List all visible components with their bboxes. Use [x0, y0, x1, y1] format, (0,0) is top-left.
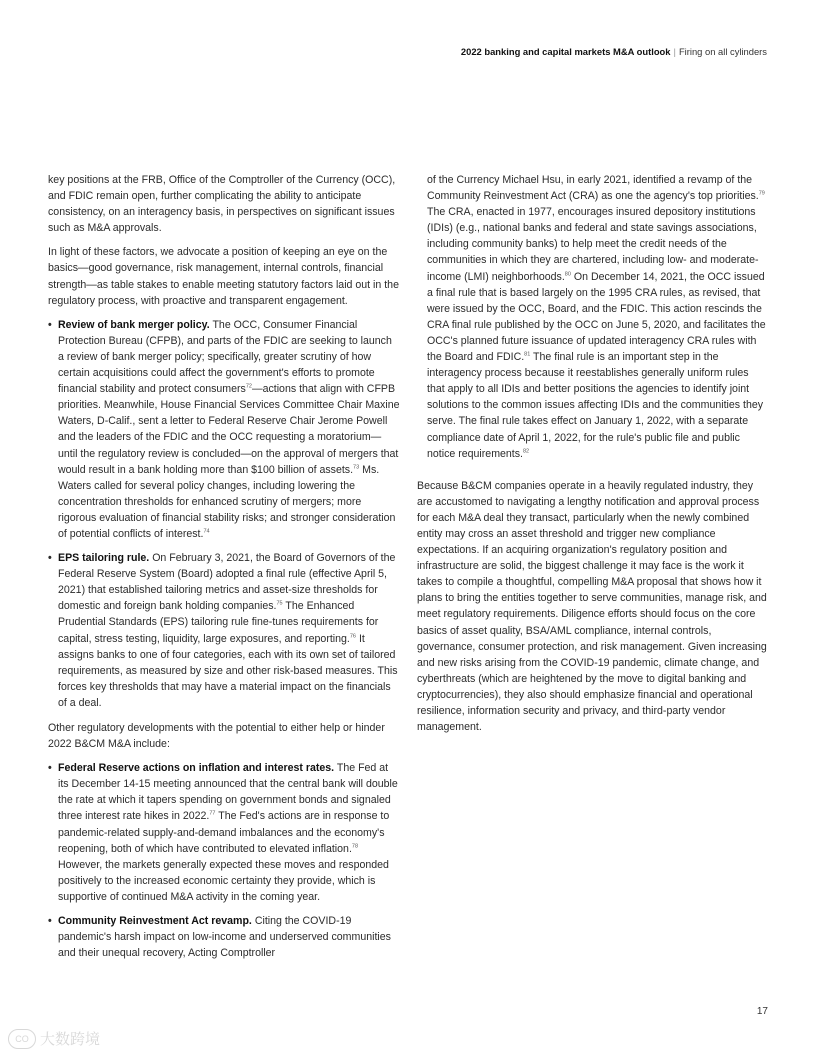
continuation-text: The final rule is an important step in the interagency process because it reestablishes generally uniform rules that apply to all IDIs and better positions the agencies to identify joint solutions to the common issues affecting IDIs and the communities they serve. The final rule takes effect on January 1, 2022, with a separate compliance date of April 1, 2022, for the rule's public file and public notice requirements.	[427, 351, 764, 460]
list-item-text: Citing the COVID-19 pandemic's harsh impact on low-income and underserved communities and their unequal recovery, Acting Comptroller	[58, 915, 391, 960]
list-item-lead: EPS tailoring rule.	[58, 552, 150, 565]
bullet-marker: •	[48, 762, 52, 775]
footnote-ref[interactable]: 80	[564, 271, 571, 278]
advocacy-paragraph: In light of these factors, we advocate a position of keeping an eye on the basics—good governance, risk management, internal controls, financial strength—as table stakes to enable meeting statutory factors laid out in the regulatory process, with proactive and transparent engagement.	[48, 246, 399, 307]
watermark	[8, 1028, 100, 1049]
list-item-lead: Federal Reserve actions on inflation and interest rates.	[58, 762, 335, 775]
list-item-eps-tailoring-rule	[48, 550, 400, 711]
list-item-text: It assigns banks to one of four categories, each with its own set of tailored requirements, as measured by size and other risk-based measures. This forces key thresholds that may have a material impact on the financials of a deal.	[58, 632, 398, 709]
header-separator: |	[673, 46, 676, 57]
developments-list	[48, 760, 400, 961]
list-item-fed-actions	[48, 760, 400, 905]
regulatory-list	[48, 317, 400, 711]
footnote-ref[interactable]: 79	[758, 190, 765, 197]
continuation-text: On December 14, 2021, the OCC issued a final rule that is based largely on the 1995 CRA rules, as revised, that were issued by the OCC, Board, and the FDIC. This action rescinds the CRA final rule published by the OCC on June 5, 2020, and facilitates the OCC's planned future issuance of updated interagency CRA rules with the Board and FDIC.	[427, 270, 766, 364]
list-item-text: Ms. Waters called for several policy changes, including lowering the concentration thresholds for enhanced scrutiny of mergers; more rigorous evaluation of financial stability risks; and stronger consideration of potential conflicts of interest.	[58, 463, 396, 540]
page-number: 17	[756, 1006, 768, 1017]
list-item-text: The Fed at its December 14-15 meeting announced that the central bank will double the rate at which it tapers spending on government bonds and signaled three interest rate hikes in 2022.	[58, 762, 398, 823]
footnote-ref[interactable]: 75	[276, 600, 283, 607]
watermark-text: 大数跨境	[40, 1031, 101, 1048]
footnote-ref[interactable]: 76	[349, 633, 356, 639]
continuation-text: The CRA, enacted in 1977, encourages insured depository institutions (IDIs) (e.g., national banks and federal and state savings associations, including community banks) to help meet the credit needs of the communities in which they are chartered, including low- and moderate-income (LMI) neighborhoods.	[427, 206, 759, 283]
list-item-text: However, the markets generally expected these moves and responded positively to the increased economic certainty they provide, which is supportive of continued M&A activity in the coming year.	[58, 858, 389, 903]
header-subtitle: Firing on all cylinders	[678, 46, 767, 57]
right-column	[417, 172, 769, 743]
list-item-text: —actions that align with CFPB priorities. Meanwhile, House Financial Services Committee Chair Maxine Waters, D-Calif., sent a letter to Federal Reserve Chair Jerome Powell and the leaders of the FDIC and the OCC requesting a moratorium—until the regulatory review is concluded—on the approval of mergers that would result in a bank holding more than $100 billion of assets.	[58, 383, 400, 476]
bullet-marker: •	[48, 915, 52, 928]
footnote-ref[interactable]: 72	[245, 383, 252, 390]
bcm-paragraph: Because B&CM companies operate in a heavily regulated industry, they are accustomed to navigating a lengthy notification and approval process for each M&A deal they transact, particularly when the newly combined entity may cross an asset threshold and trigger new compliance expectations. If an acquiring organization's regulatory position and infrastructure are solid, the biggest challenge it may face is the work it takes to compile a thoughtful, compelling M&A proposal that shows how it plans to bring the entities together to serve communities, manage risk, and meet regulatory requirements. Diligence efforts should focus on the core basics of asset quality, BSA/AML compliance, internal controls, governance, consumer protection, and risk management. Given increasing and new risks arising from the COVID-19 pandemic, climate change, and cyberthreats (which are heightened by the move to digital banking and cryptocurrencies), they also should emphasize financial and operational resilience, information security and privacy, and third-party vendor management.	[417, 479, 767, 734]
list-item-text: The Enhanced Prudential Standards (EPS) tailoring rule fine-tunes requirements for capital, stress testing, liquidity, large exposures, and reporting.	[58, 600, 379, 645]
footnote-ref[interactable]: 82	[522, 448, 530, 455]
bullet-marker: •	[48, 552, 52, 565]
list-item-text: The Fed's actions are in response to pandemic-related supply-and-demand imbalances and the economy's reopening, both of which have contributed to elevated inflation.	[58, 810, 390, 855]
header-title: 2022 banking and capital markets M&A outlook	[460, 46, 671, 57]
list-item-lead: Community Reinvestment Act revamp.	[58, 915, 252, 928]
list-item-text: The OCC, Consumer Financial Protection Bureau (CFPB), and parts of the FDIC are seeking to launch a review of bank merger policy; specifically, greater scrutiny of how certain acquisitions could affect the government's efforts to promote financial stability and protect consumers	[58, 318, 392, 396]
list-item-cra-revamp	[48, 913, 400, 961]
footnote-ref[interactable]: 81	[524, 351, 531, 358]
other-developments-paragraph: Other regulatory developments with the potential to either help or hinder 2022 B&CM M&A include:	[48, 722, 385, 751]
bullet-marker: •	[48, 318, 52, 331]
cra-continuation	[417, 172, 769, 462]
left-column	[48, 172, 400, 970]
footnote-ref[interactable]: 78	[351, 843, 359, 850]
continuation-text: of the Currency Michael Hsu, in early 2021, identified a revamp of the Community Reinvestment Act (CRA) as one the agency's top priorities.	[427, 174, 759, 203]
footnote-ref[interactable]: 74	[203, 528, 210, 535]
intro-paragraph: key positions at the FRB, Office of the Comptroller of the Currency (OCC), and FDIC remain open, further complicating the ability to anticipate consistency, on an interagency basis, in perspectives on significant issues such as M&A approvals.	[48, 174, 396, 235]
running-header	[461, 46, 767, 57]
watermark-logo-icon: CO	[8, 1029, 36, 1049]
footnote-ref[interactable]: 73	[353, 464, 360, 471]
footnote-ref[interactable]: 77	[209, 810, 216, 817]
list-item-bank-merger-policy	[48, 317, 400, 542]
list-item-text: On February 3, 2021, the Board of Governors of the Federal Reserve System (Board) adopted a final rule (effective April 5, 2021) that established tailoring metrics and asset-size thresholds for domestic and foreign bank holding companies.	[58, 552, 396, 613]
list-item-lead: Review of bank merger policy.	[58, 318, 210, 331]
